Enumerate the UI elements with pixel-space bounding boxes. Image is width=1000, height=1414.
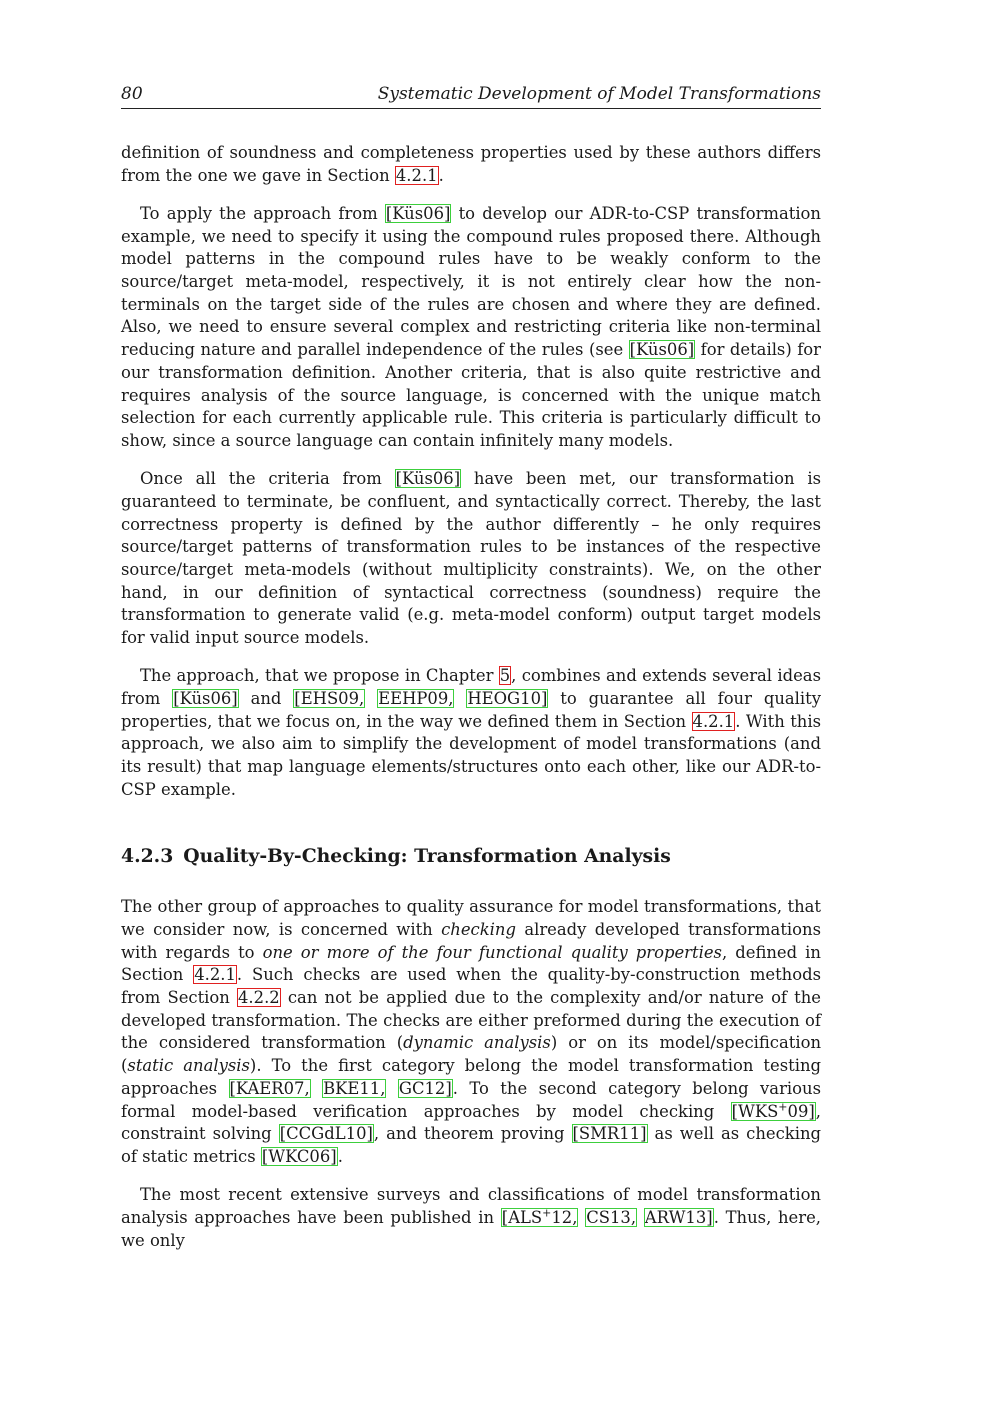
citation-superscript: + [542,1206,552,1220]
text-span: as well as checking of static metrics [121,1124,822,1166]
emphasis: static analysis [127,1056,250,1076]
text-span: The approach, that we propose in Chapter [140,666,499,686]
section-link[interactable]: 4.2.2 [238,988,280,1007]
section-link[interactable]: 4.2.1 [194,965,236,985]
citation-link[interactable]: [Küs06] [629,340,695,360]
text-span: , combines and extends several ideas from [121,666,821,708]
citation-text: [WKS [731,1101,779,1121]
citation-link[interactable]: GC12] [398,1078,452,1098]
section-title: Quality-By-Checking: Transformation Analysis [183,845,671,868]
citation-link[interactable] [731,1102,816,1121]
section-link[interactable]: 4.2.1 [692,711,735,731]
text-span: ). To the first category belong the model transformation testing approaches [121,1056,822,1098]
citation-link[interactable]: BKE11, [323,1078,386,1098]
text-span: to develop our ADR-to-CSP transformation example, we need to specify it using the compound rules proposed there. Although model patterns in the compound rules have to be weakly conform to the source/target meta-model, respectively, it is not entirely clear how the non-terminals on the target side of the rules are chosen and where they are defined. Also, we need to ensure several complex and restricting criteria like non-terminal reducing nature and parallel independence of the rules (see [121,203,821,360]
page-number: 80 [121,84,143,104]
text-span: . With this approach, we also aim to simplify the development of model transformations (and its result) that map language elements/structures onto each other, like our ADR-to-CSP example. [121,711,822,799]
citation-link[interactable]: [Küs06] [385,203,451,223]
text-span: can not be applied due to the complexity and/or nature of the developed transformation. The checks are either preformed during the execution of the considered transformation ( [121,988,821,1053]
text-span: Once all the criteria from [140,469,395,489]
citation-text: 09] [787,1101,815,1121]
running-title: Systematic Development of Model Transformations [377,84,821,104]
text-span: The other group of approaches to quality assurance for model transformations, that we consider now, is concerned with [121,897,821,939]
text-span: definition of soundness and completeness properties used by these authors differs from the one we gave in Section [121,143,821,185]
citation-link[interactable]: EEHP09, [378,688,454,708]
citation-superscript: + [778,1100,788,1114]
emphasis: checking [441,919,516,939]
paragraph-1 [121,142,821,187]
emphasis: dynamic analysis [403,1033,551,1053]
section-heading [121,845,821,868]
text-span: already developed transformations with regards to [121,919,821,962]
citation-text: [ALS [501,1207,543,1227]
citation-link[interactable]: [SMR11] [572,1124,647,1144]
paragraph-3 [121,468,821,650]
section-number: 4.2.3 [121,845,174,868]
text-span: , and theorem proving [373,1124,572,1144]
citation-link[interactable]: [CCGdL10] [279,1124,373,1144]
body-text [121,142,821,1268]
text-span: The most recent extensive surveys and classifications of model transformation analysis approaches have been published in [121,1185,821,1227]
text-span: ) or on its model/specification ( [121,1033,822,1076]
text-span: . To the second category belong various formal model-based verification approaches by model checking [121,1078,821,1121]
citation-text: 12, [551,1207,578,1227]
text-span: . Thus, here, we only [121,1207,822,1250]
text-span: . Such checks are used when the quality-by-construction methods from Section [121,965,821,1007]
emphasis: one or more of the four functional quality properties [262,942,722,962]
citation-link[interactable]: [Küs06] [395,469,461,489]
citation-link[interactable]: [Küs06] [173,688,238,708]
citation-link[interactable]: [WKC06] [261,1146,337,1166]
text-span: have been met, our transformation is guaranteed to terminate, be confluent, and syntactically correct. Thereby, the last correctness property is defined by the author differently – he only requires source/target patterns of transformation rules to be instances of the respective source/target meta-models (without multiplicity constraints). We, on the other hand, in our definition of syntactical correctness (soundness) require the transformation to generate valid (e.g. meta-model conform) output target models for valid input source models. [121,469,821,648]
citation-link[interactable]: ARW13] [644,1207,713,1227]
citation-link[interactable]: CS13, [586,1207,637,1227]
paragraph-6 [121,1184,821,1252]
citation-link[interactable]: [KAER07, [229,1078,310,1098]
paragraph-2 [121,203,821,453]
text-span: . [438,165,444,185]
citation-link[interactable]: [EHS09, [294,688,365,708]
chapter-link[interactable]: 5 [499,666,511,686]
citation-link[interactable] [501,1208,579,1227]
text-span: . [337,1146,343,1166]
text-span: for details) for our transformation definition. Another criteria, that is also quite restrictive and requires analysis of the source language, is concerned with the unique match selection for each currently applicable rule. This criteria is particularly difficult to show, since a source language can contain infinitely many models. [121,340,821,450]
text-span: , defined in Section [121,942,821,985]
text-span: to guarantee all four quality properties, that we focus on, in the way we defined them in Section [121,688,821,731]
citation-link[interactable]: HEOG10] [467,688,548,708]
paragraph-4 [121,665,821,801]
paragraph-5 [121,896,821,1168]
text-span: To apply the approach from [140,203,385,223]
text-span: , constraint solving [121,1101,821,1144]
section-link[interactable]: 4.2.1 [395,165,438,185]
text-span: and [238,688,294,708]
running-header [121,84,821,109]
